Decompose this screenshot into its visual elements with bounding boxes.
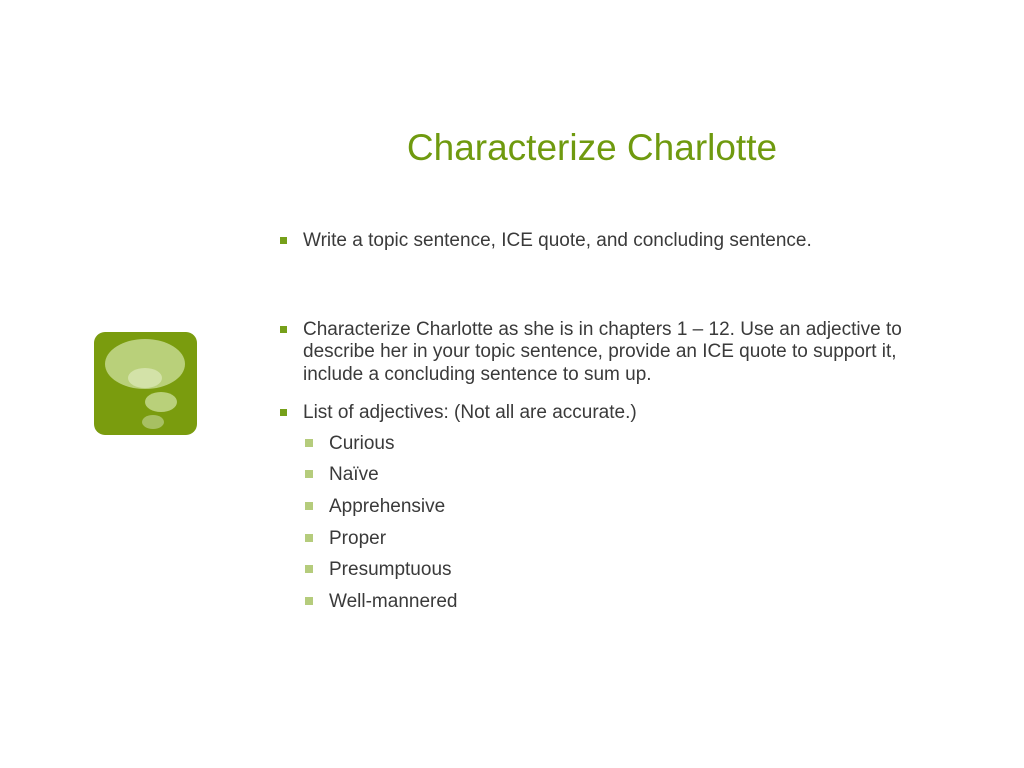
adjective-text: Presumptuous: [329, 559, 452, 581]
adjective-text: Well-mannered: [329, 590, 458, 612]
adjective-list: [280, 433, 920, 623]
list-item: [280, 496, 920, 528]
list-item: [280, 591, 920, 623]
adjective-text: Naïve: [329, 464, 379, 486]
slide-title: Characterize Charlotte: [406, 127, 778, 168]
list-item: [280, 433, 920, 465]
list-item: [280, 464, 920, 496]
square-bullet-icon: [305, 565, 313, 573]
square-bullet-icon: [280, 237, 287, 244]
slide-body: [280, 230, 920, 623]
square-bullet-icon: [280, 409, 287, 416]
list-item: [280, 528, 920, 560]
square-bullet-icon: [280, 326, 287, 333]
square-bullet-icon: [305, 534, 313, 542]
square-bullet-icon: [305, 597, 313, 605]
thought-bubble-icon: [94, 332, 197, 435]
square-bullet-icon: [305, 502, 313, 510]
bullet-item: [280, 402, 920, 425]
adjective-text: Proper: [329, 527, 387, 549]
adjective-text: Apprehensive: [329, 495, 446, 517]
list-item: [280, 559, 920, 591]
bullet-text: List of adjectives: (Not all are accurate.): [303, 402, 637, 423]
square-bullet-icon: [305, 470, 313, 478]
bullet-text: Write a topic sentence, ICE quote, and concluding sentence.: [303, 230, 812, 251]
bullet-item: [280, 319, 920, 387]
bullet-item: [280, 230, 920, 253]
bullet-text: Characterize Charlotte as she is in chapters 1 – 12. Use an adjective to describe her in your topic sentence, provide an ICE quote to support it, include a concluding sentence to sum up.: [303, 318, 902, 385]
square-bullet-icon: [305, 439, 313, 447]
adjective-text: Curious: [329, 432, 395, 454]
